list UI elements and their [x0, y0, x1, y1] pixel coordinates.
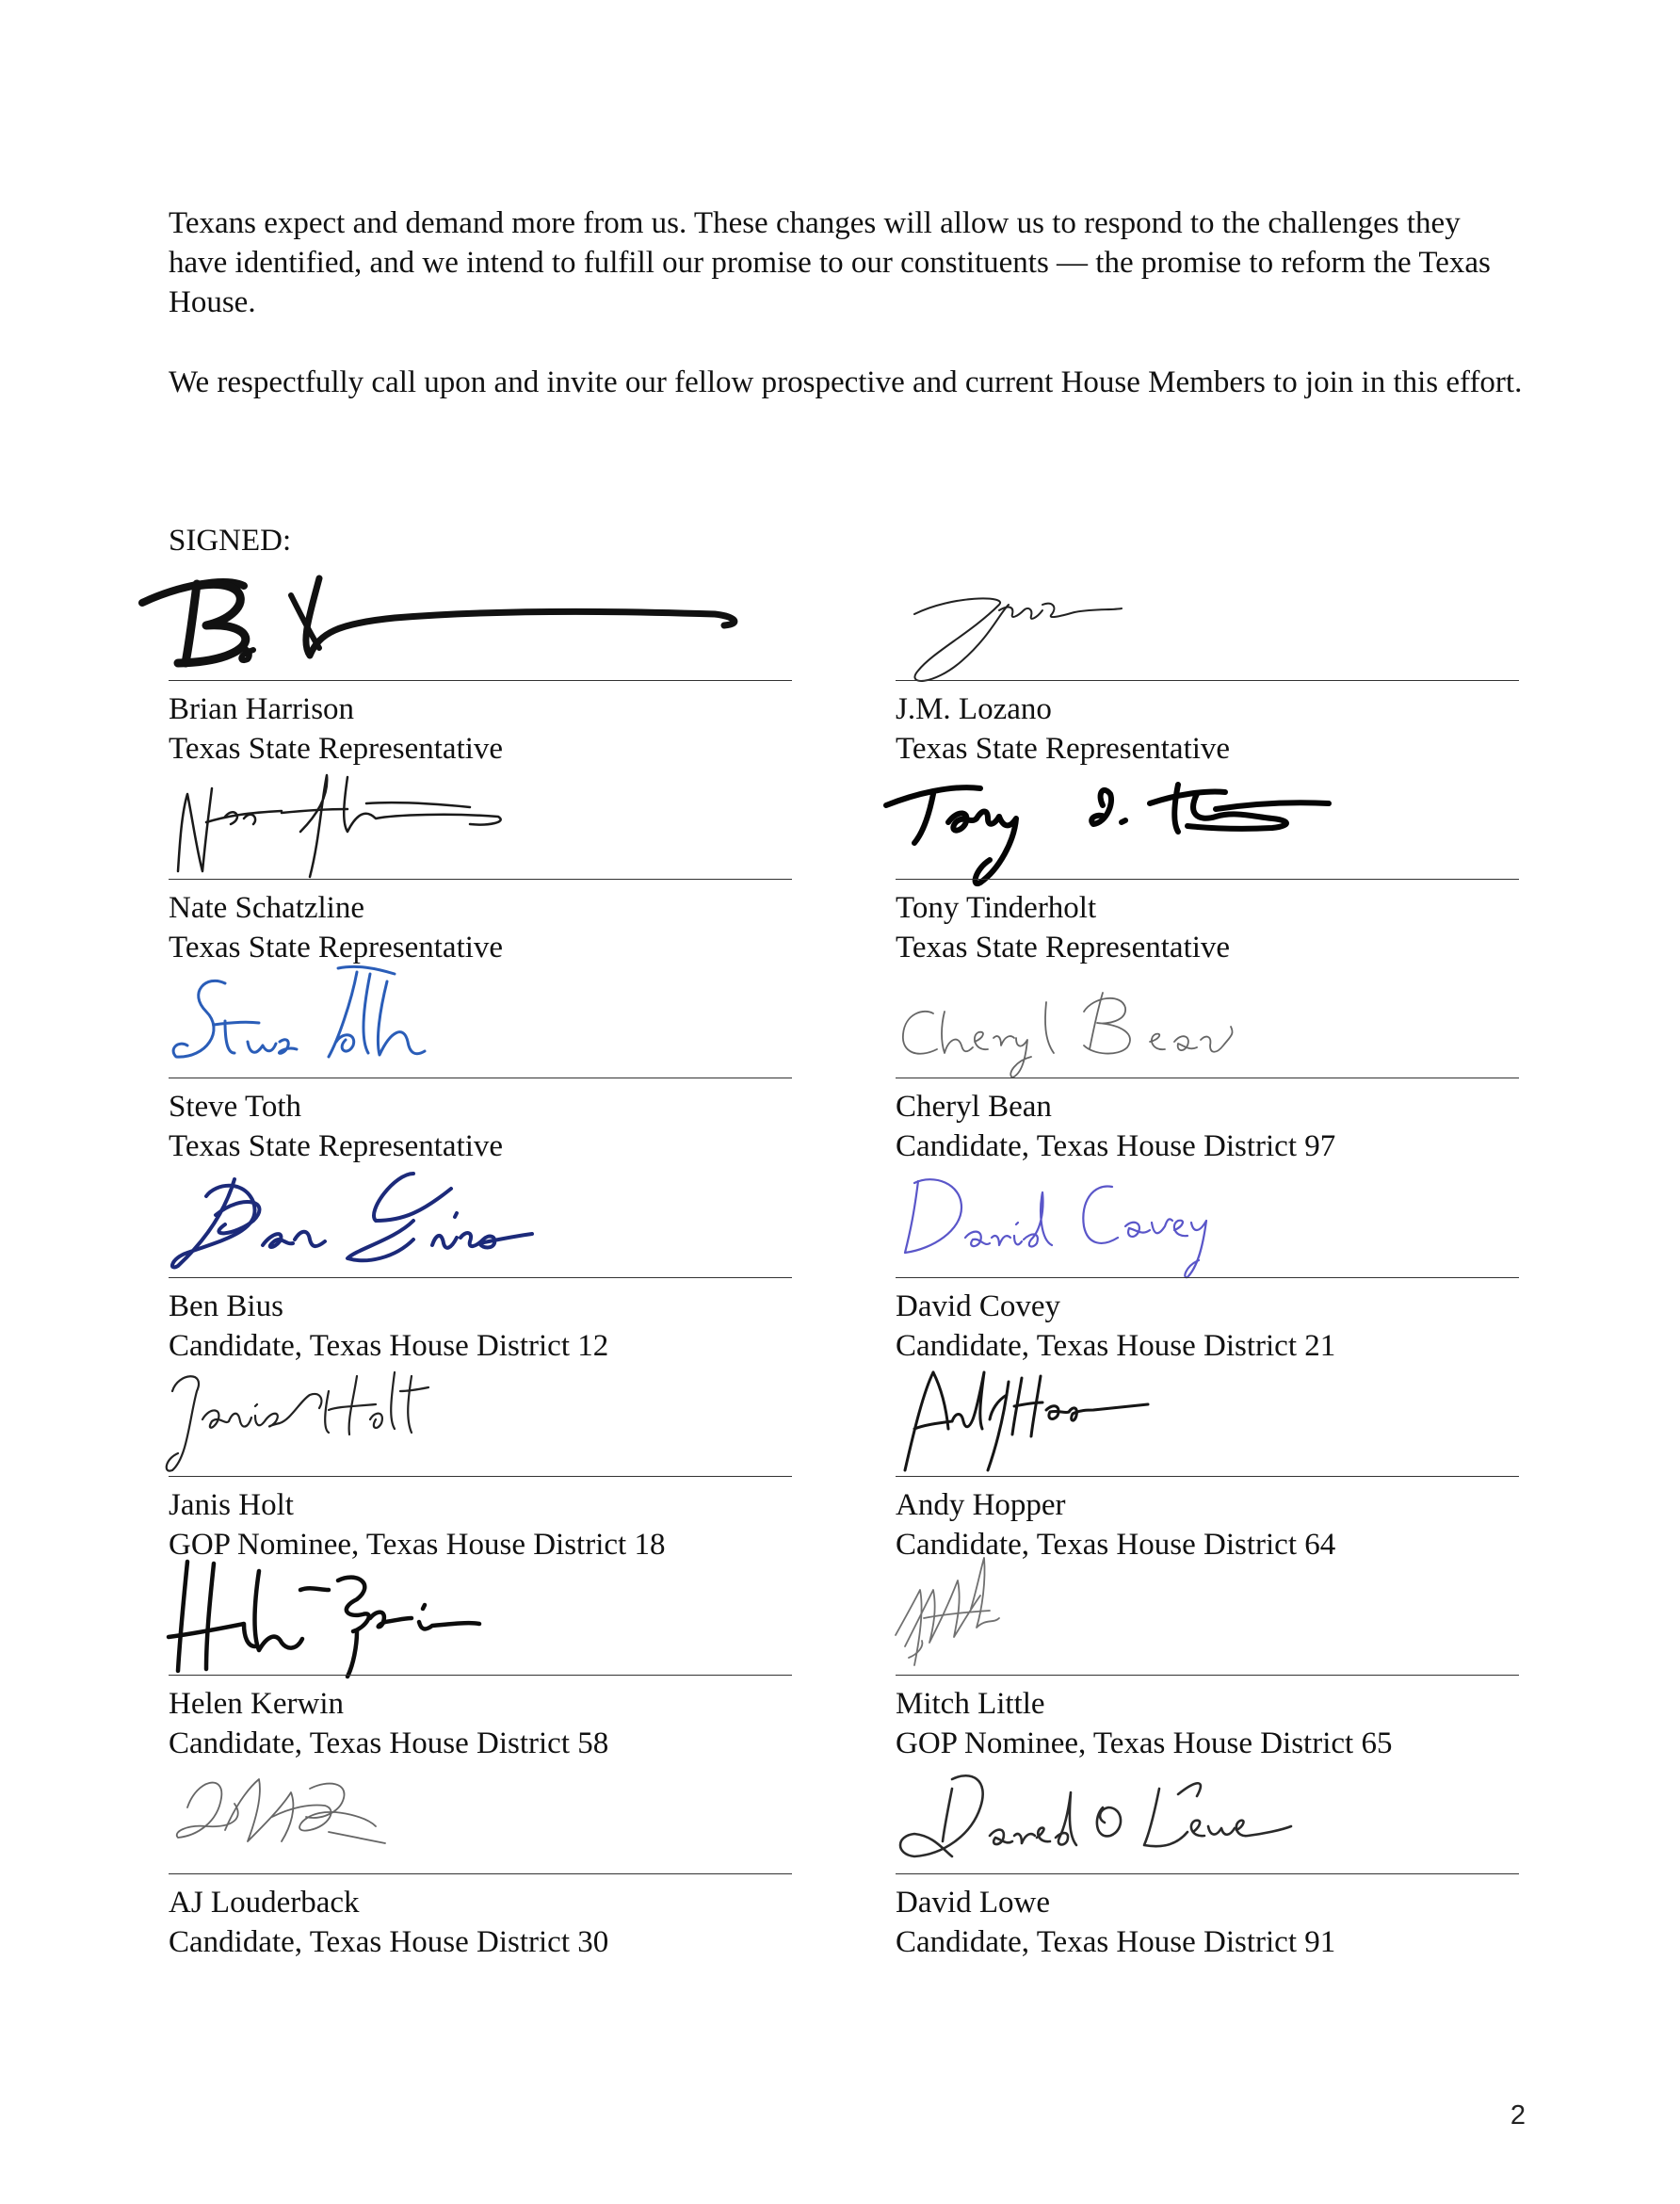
signature-line [169, 680, 792, 681]
signatory-name: J.M. Lozano [896, 692, 1052, 726]
signatory-title: Candidate, Texas House District 97 [896, 1129, 1336, 1163]
signature-block-janis-holt [169, 1353, 792, 1562]
signature-image [896, 1552, 1519, 1675]
signature-line [169, 1476, 792, 1477]
signatory-title: Texas State Representative [896, 931, 1231, 964]
signature-line [169, 1675, 792, 1676]
signatory-name: Andy Hopper [896, 1488, 1066, 1522]
signature-line [896, 1873, 1519, 1874]
signature-block-helen-kerwin [169, 1552, 792, 1760]
signature-image [896, 1155, 1519, 1277]
paragraph-texans-expect: Texans expect and demand more from us. These changes will allow us to respond to the challenges they have identified, and we intend to fulfill our promise to our constituents — the promise to reform the Texas House. [169, 206, 1491, 319]
signature-image [169, 955, 792, 1078]
signatory-name: Tony Tinderholt [896, 891, 1097, 925]
signature-image [169, 756, 792, 879]
signature-david-lowe [896, 1751, 1519, 1873]
signature-line [169, 879, 792, 880]
signature-helen-kerwin [169, 1552, 792, 1675]
signature-image [896, 955, 1519, 1078]
signature-brian-harrison [169, 558, 792, 680]
signature-line [896, 879, 1519, 880]
signatory-name: Ben Bius [169, 1289, 283, 1323]
signature-image [169, 558, 792, 680]
signature-aj-louderback [169, 1751, 792, 1873]
signature-steve-toth [169, 955, 792, 1078]
signature-line [896, 1476, 1519, 1477]
signatory-name: Cheryl Bean [896, 1090, 1052, 1124]
signature-block-aj-louderback [169, 1751, 792, 1959]
signatory-title: Candidate, Texas House District 91 [896, 1925, 1336, 1959]
signatory-title: Texas State Representative [169, 1129, 504, 1163]
signatory-title: Candidate, Texas House District 30 [169, 1925, 609, 1959]
signature-block-steve-toth [169, 955, 792, 1163]
signature-ben-bius [169, 1155, 792, 1277]
signed-label: SIGNED: [169, 524, 292, 558]
signatory-title: Candidate, Texas House District 12 [169, 1329, 609, 1363]
signature-tony-tinderholt [896, 756, 1519, 879]
signatory-name: Nate Schatzline [169, 891, 364, 925]
signatory-title: Texas State Representative [896, 732, 1231, 766]
signature-line [896, 1277, 1519, 1278]
signature-nate-schatzline [169, 756, 792, 879]
signatory-title: GOP Nominee, Texas House District 18 [169, 1528, 666, 1562]
signatory-name: Steve Toth [169, 1090, 301, 1124]
signature-cheryl-bean [896, 955, 1519, 1078]
signatory-name: David Lowe [896, 1886, 1051, 1920]
signature-block-mitch-little [896, 1552, 1519, 1760]
signature-image [896, 756, 1519, 879]
signature-block-ben-bius [169, 1155, 792, 1363]
signature-block-david-lowe [896, 1751, 1519, 1959]
signature-image [896, 558, 1519, 680]
signature-block-cheryl-bean [896, 955, 1519, 1163]
signature-block-nate-schatzline [169, 756, 792, 964]
signature-line [896, 1675, 1519, 1676]
signature-block-brian-harrison [169, 558, 792, 766]
signature-block-jm-lozano [896, 558, 1519, 766]
signature-block-andy-hopper [896, 1353, 1519, 1562]
signatory-name: David Covey [896, 1289, 1061, 1323]
signature-line [169, 1277, 792, 1278]
signature-block-david-covey [896, 1155, 1519, 1363]
signature-image [169, 1751, 792, 1873]
signature-line [169, 1873, 792, 1874]
signatory-title: GOP Nominee, Texas House District 65 [896, 1726, 1393, 1760]
signatory-title: Candidate, Texas House District 64 [896, 1528, 1336, 1562]
signatory-title: Candidate, Texas House District 58 [169, 1726, 609, 1760]
signature-david-covey [896, 1155, 1519, 1277]
signature-image [896, 1751, 1519, 1873]
signature-image [169, 1155, 792, 1277]
signature-line [896, 680, 1519, 681]
signature-jm-lozano [896, 558, 1519, 680]
paragraph-invitation: We respectfully call upon and invite our fellow prospective and current House Members to join in this effort. [169, 365, 1523, 399]
signatory-name: Mitch Little [896, 1687, 1045, 1721]
signatory-name: Janis Holt [169, 1488, 294, 1522]
signature-image [169, 1552, 792, 1675]
page-number: 2 [1510, 2100, 1526, 2131]
signature-block-tony-tinderholt [896, 756, 1519, 964]
signature-image [169, 1353, 792, 1476]
signature-janis-holt [169, 1353, 792, 1476]
signature-mitch-little [896, 1552, 1519, 1675]
signatory-name: Brian Harrison [169, 692, 355, 726]
signatory-title: Texas State Representative [169, 732, 504, 766]
signature-andy-hopper [896, 1353, 1519, 1476]
signatory-name: Helen Kerwin [169, 1687, 345, 1721]
signature-image [896, 1353, 1519, 1476]
signatory-name: AJ Louderback [169, 1886, 360, 1920]
signatory-title: Candidate, Texas House District 21 [896, 1329, 1336, 1363]
signatory-title: Texas State Representative [169, 931, 504, 964]
